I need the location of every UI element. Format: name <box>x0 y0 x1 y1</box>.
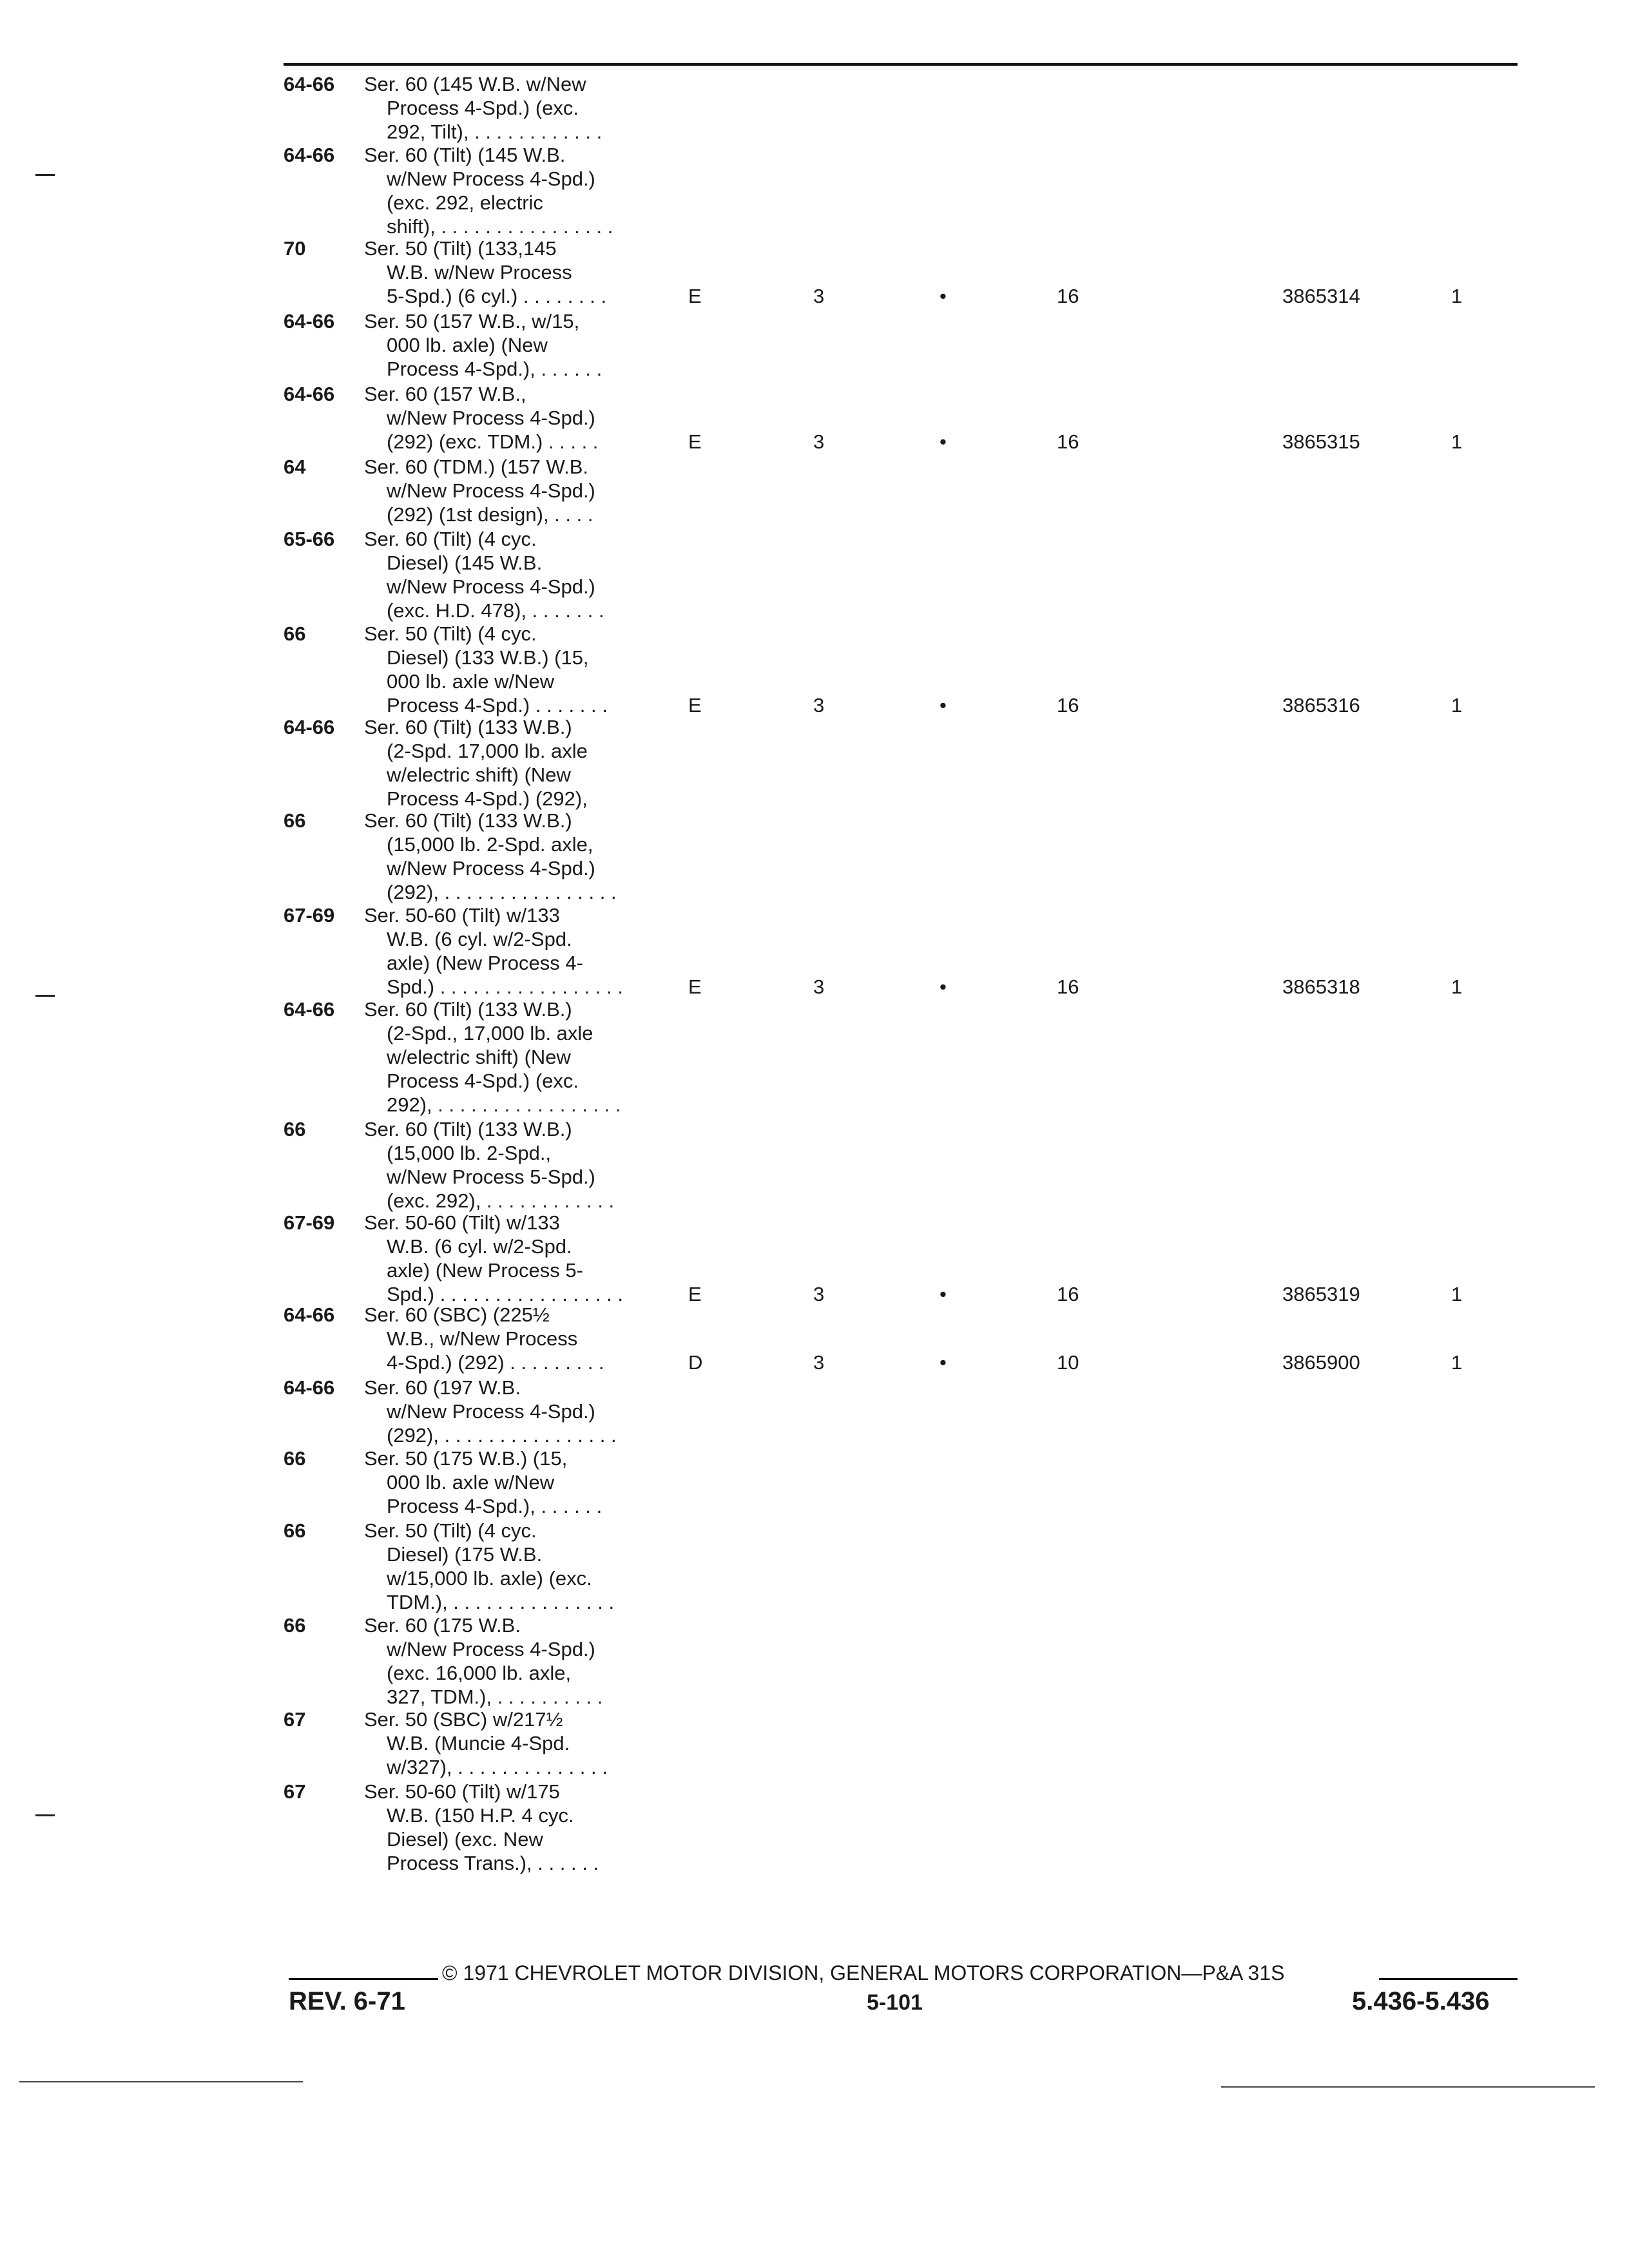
description-line: w/New Process 4-Spd.) <box>387 168 595 190</box>
description-line: Ser. 50-60 (Tilt) w/175 <box>364 1780 560 1803</box>
count-value: 1 <box>1451 1351 1463 1374</box>
description-line: (292), . . . . . . . . . . . . . . . . <box>387 881 617 903</box>
description-line: 000 lb. axle) (New <box>387 334 548 356</box>
model-year: 66 <box>284 1614 306 1637</box>
description-line: 292), . . . . . . . . . . . . . . . . . <box>387 1093 621 1116</box>
application-description <box>364 143 686 238</box>
description-line: 327, TDM.), . . . . . . . . . . <box>387 1686 603 1708</box>
length-value: 16 <box>1057 430 1079 453</box>
group-code: D <box>688 1351 703 1374</box>
model-year: 64-66 <box>284 383 335 405</box>
count-value: 1 <box>1451 1283 1463 1305</box>
description-line: w/15,000 lb. axle) (exc. <box>387 1567 592 1590</box>
model-year: 64-66 <box>284 144 335 166</box>
group-code: E <box>688 1283 702 1305</box>
group-code: E <box>688 430 702 453</box>
description-line: Ser. 60 (TDM.) (157 W.B. <box>364 456 588 478</box>
description-line: 4-Spd.) (292) . . . . . . . . . <box>387 1351 604 1374</box>
application-description <box>364 903 686 999</box>
note-mark: • <box>940 694 947 716</box>
description-line: Ser. 60 (SBC) (225½ <box>364 1303 550 1326</box>
footer-rule-left <box>289 1978 438 1980</box>
revision-label: REV. 6-71 <box>289 1987 405 2015</box>
note-mark: • <box>940 285 947 307</box>
description-line: axle) (New Process 4- <box>387 952 583 974</box>
length-value: 16 <box>1057 285 1079 307</box>
group-code: E <box>688 285 702 307</box>
length-value: 16 <box>1057 1283 1079 1305</box>
application-description <box>364 715 686 811</box>
description-line: Diesel) (145 W.B. <box>387 552 543 574</box>
model-year: 66 <box>284 622 306 645</box>
length-value: 10 <box>1057 1351 1079 1374</box>
count-value: 1 <box>1451 975 1463 998</box>
part-number: 3865315 <box>1282 430 1360 453</box>
count-value: 1 <box>1451 430 1463 453</box>
description-line: axle) (New Process 5- <box>387 1259 583 1282</box>
margin-mark <box>35 995 55 997</box>
application-description <box>364 1707 686 1779</box>
description-line: Spd.) . . . . . . . . . . . . . . . . . <box>387 1283 623 1305</box>
application-description <box>364 309 686 381</box>
description-line: Process 4-Spd.), . . . . . . <box>387 1495 602 1517</box>
description-line: Process Trans.), . . . . . . <box>387 1852 599 1874</box>
application-description <box>364 997 686 1117</box>
application-description <box>364 527 686 622</box>
length-value: 16 <box>1057 975 1079 998</box>
description-line: Diesel) (175 W.B. <box>387 1543 543 1566</box>
description-line: Process 4-Spd.) . . . . . . . <box>387 694 608 716</box>
quantity: 3 <box>813 1351 825 1374</box>
description-line: Ser. 50 (Tilt) (4 cyc. <box>364 1519 537 1542</box>
application-description <box>364 72 686 144</box>
count-value: 1 <box>1451 694 1463 716</box>
description-line: Ser. 60 (175 W.B. <box>364 1614 521 1637</box>
description-line: W.B. (150 H.P. 4 cyc. <box>387 1804 574 1827</box>
margin-mark <box>35 1814 55 1816</box>
model-year: 64-66 <box>284 310 335 332</box>
quantity: 3 <box>813 285 825 307</box>
application-description <box>364 382 686 454</box>
model-year: 64-66 <box>284 73 335 95</box>
description-line: Ser. 50-60 (Tilt) w/133 <box>364 1211 560 1234</box>
application-description <box>364 1303 686 1374</box>
description-line: w/electric shift) (New <box>387 764 571 786</box>
description-line: w/New Process 4-Spd.) <box>387 1638 595 1660</box>
group-code: E <box>688 975 702 998</box>
description-line: w/New Process 4-Spd.) <box>387 407 595 429</box>
model-year: 64-66 <box>284 998 335 1021</box>
description-line: w/New Process 4-Spd.) <box>387 479 595 502</box>
description-line: shift), . . . . . . . . . . . . . . . . <box>387 215 613 238</box>
description-line: Ser. 50 (SBC) w/217½ <box>364 1708 563 1731</box>
description-line: Ser. 50-60 (Tilt) w/133 <box>364 904 560 927</box>
description-line: Ser. 60 (Tilt) (4 cyc. <box>364 528 537 550</box>
description-line: Ser. 50 (Tilt) (4 cyc. <box>364 622 537 645</box>
application-description <box>364 622 686 717</box>
length-value: 16 <box>1057 694 1079 716</box>
description-line: Ser. 60 (157 W.B., <box>364 383 526 405</box>
note-mark: • <box>940 1283 947 1305</box>
copyright-line: © 1971 CHEVROLET MOTOR DIVISION, GENERAL MOTORS CORPORATION—P&A 31S <box>442 1961 1285 1984</box>
description-line: Process 4-Spd.) (exc. <box>387 97 579 119</box>
part-number: 3865314 <box>1282 285 1360 307</box>
description-line: (exc. 292, electric <box>387 191 543 214</box>
model-year: 66 <box>284 1118 306 1140</box>
part-number: 3865318 <box>1282 975 1360 998</box>
footer-rule-right <box>1379 1978 1518 1980</box>
description-line: (exc. 292), . . . . . . . . . . . . <box>387 1189 615 1212</box>
description-line: (292) (exc. TDM.) . . . . . <box>387 430 599 453</box>
top-rule <box>284 63 1518 66</box>
note-mark: • <box>940 975 947 998</box>
model-year: 67-69 <box>284 904 335 927</box>
application-description <box>364 1519 686 1614</box>
application-description <box>364 1613 686 1709</box>
model-year: 64-66 <box>284 1376 335 1399</box>
model-year: 67 <box>284 1708 306 1731</box>
description-line: W.B. (6 cyl. w/2-Spd. <box>387 928 572 950</box>
description-line: Process 4-Spd.), . . . . . . <box>387 358 602 380</box>
note-mark: • <box>940 430 947 453</box>
part-number: 3865319 <box>1282 1283 1360 1305</box>
page-number: 5-101 <box>867 1990 923 2015</box>
description-line: w/New Process 4-Spd.) <box>387 857 595 879</box>
model-year: 66 <box>284 809 306 832</box>
model-year: 65-66 <box>284 528 335 550</box>
description-line: Diesel) (133 W.B.) (15, <box>387 646 589 669</box>
description-line: (15,000 lb. 2-Spd. axle, <box>387 833 593 856</box>
part-number: 3865316 <box>1282 694 1360 716</box>
application-description <box>364 809 686 904</box>
description-line: Spd.) . . . . . . . . . . . . . . . . . <box>387 975 623 998</box>
description-line: (292), . . . . . . . . . . . . . . . . <box>387 1424 617 1446</box>
quantity: 3 <box>813 975 825 998</box>
description-line: w/New Process 4-Spd.) <box>387 575 595 598</box>
description-line: Process 4-Spd.) (exc. <box>387 1070 579 1092</box>
application-description <box>364 1117 686 1213</box>
model-year: 64 <box>284 456 306 478</box>
quantity: 3 <box>813 430 825 453</box>
description-line: Ser. 60 (Tilt) (133 W.B.) <box>364 809 572 832</box>
model-year: 67 <box>284 1780 306 1803</box>
description-line: w/New Process 4-Spd.) <box>387 1400 595 1423</box>
application-description <box>364 1446 686 1518</box>
description-line: Ser. 60 (Tilt) (133 W.B.) <box>364 1118 572 1140</box>
application-description <box>364 455 686 526</box>
description-line: Ser. 60 (Tilt) (145 W.B. <box>364 144 566 166</box>
description-line: TDM.), . . . . . . . . . . . . . . . <box>387 1591 615 1613</box>
margin-mark <box>35 174 55 176</box>
description-line: 292, Tilt), . . . . . . . . . . . . <box>387 120 602 143</box>
model-year: 66 <box>284 1447 306 1470</box>
description-line: 000 lb. axle w/New <box>387 1471 555 1494</box>
description-line: Ser. 60 (Tilt) (133 W.B.) <box>364 998 572 1021</box>
description-line: W.B. (Muncie 4-Spd. <box>387 1732 570 1754</box>
count-value: 1 <box>1451 285 1463 307</box>
description-line: (292) (1st design), . . . . <box>387 503 593 526</box>
description-line: 000 lb. axle w/New <box>387 670 555 693</box>
model-year: 70 <box>284 237 306 260</box>
description-line: Ser. 50 (Tilt) (133,145 <box>364 237 557 260</box>
scan-line-right <box>1221 2086 1595 2088</box>
description-line: w/327), . . . . . . . . . . . . . . <box>387 1756 608 1778</box>
description-line: Process 4-Spd.) (292), <box>387 787 588 810</box>
description-line: Ser. 50 (157 W.B., w/15, <box>364 310 580 332</box>
application-description <box>364 236 686 308</box>
quantity: 3 <box>813 694 825 716</box>
model-year: 64-66 <box>284 716 335 738</box>
description-line: (2-Spd., 17,000 lb. axle <box>387 1022 593 1044</box>
group-code: E <box>688 694 702 716</box>
application-description <box>364 1376 686 1447</box>
description-line: Ser. 60 (Tilt) (133 W.B.) <box>364 716 572 738</box>
description-line: Diesel) (exc. New <box>387 1828 543 1850</box>
description-line: (exc. 16,000 lb. axle, <box>387 1662 572 1684</box>
description-line: (2-Spd. 17,000 lb. axle <box>387 740 588 762</box>
model-year: 64-66 <box>284 1303 335 1326</box>
quantity: 3 <box>813 1283 825 1305</box>
application-description <box>364 1211 686 1306</box>
description-line: w/New Process 5-Spd.) <box>387 1166 595 1188</box>
description-line: W.B., w/New Process <box>387 1327 578 1350</box>
description-line: Ser. 60 (197 W.B. <box>364 1376 521 1399</box>
description-line: (15,000 lb. 2-Spd., <box>387 1142 552 1164</box>
note-mark: • <box>940 1351 947 1374</box>
description-line: Ser. 60 (145 W.B. w/New <box>364 73 586 95</box>
model-year: 67-69 <box>284 1211 335 1234</box>
description-line: Ser. 50 (175 W.B.) (15, <box>364 1447 568 1470</box>
part-number: 3865900 <box>1282 1351 1360 1374</box>
scan-line-left <box>19 2081 303 2082</box>
description-line: W.B. (6 cyl. w/2-Spd. <box>387 1235 572 1258</box>
model-year: 66 <box>284 1519 306 1542</box>
description-line: W.B. w/New Process <box>387 261 572 284</box>
description-line: w/electric shift) (New <box>387 1046 571 1068</box>
description-line: 5-Spd.) (6 cyl.) . . . . . . . . <box>387 285 607 307</box>
application-description <box>364 1780 686 1875</box>
description-line: (exc. H.D. 478), . . . . . . . <box>387 599 604 622</box>
section-number: 5.436-5.436 <box>1352 1987 1490 2015</box>
